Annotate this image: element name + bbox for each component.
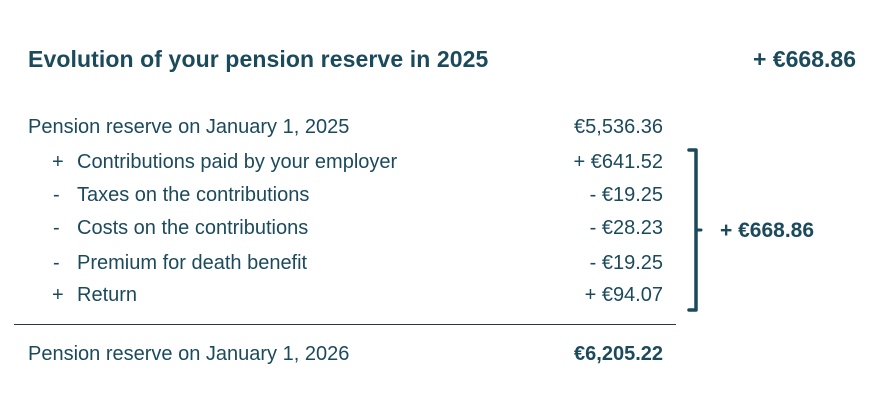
item-sign: + [52,284,64,306]
item-label: Return [77,284,138,306]
closing-value: €6,205.22 [574,343,663,365]
item-label: Taxes on the contributions [77,184,310,206]
closing-label: Pension reserve on January 1, 2026 [28,343,350,365]
item-value: - €28.23 [589,217,663,239]
item-sign: - [53,252,60,274]
bracket-total: + €668.86 [720,219,815,242]
opening-label: Pension reserve on January 1, 2025 [28,116,350,138]
header-total: + €668.86 [753,46,856,72]
item-value: + €641.52 [573,151,663,173]
item-sign: - [53,184,60,206]
item-sign: + [52,151,64,173]
bracket-icon [684,147,704,315]
item-label: Premium for death benefit [77,252,308,274]
item-label: Costs on the contributions [77,217,309,239]
item-value: - €19.25 [589,184,663,206]
item-value: + €94.07 [584,284,663,306]
divider [14,324,676,325]
page-title: Evolution of your pension reserve in 2025 [28,46,489,72]
item-sign: - [53,217,60,239]
item-value: - €19.25 [589,252,663,274]
opening-value: €5,536.36 [574,116,663,138]
item-label: Contributions paid by your employer [77,151,398,173]
